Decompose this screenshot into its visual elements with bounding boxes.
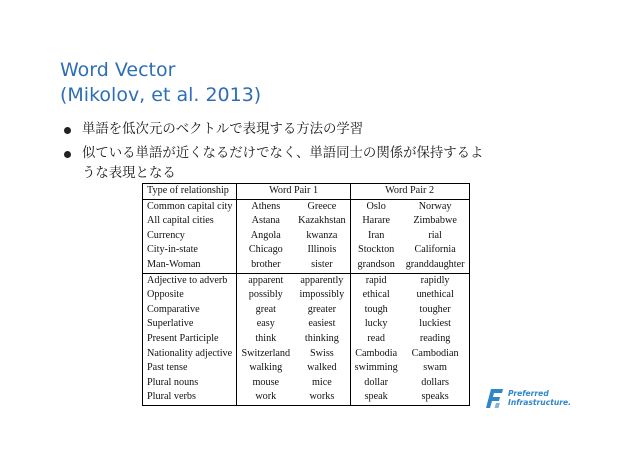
table-row (143, 243, 470, 258)
cell-pair2-word-b: rapidly (402, 273, 469, 288)
title-line-2: (Mikolov, et al. 2013) (60, 84, 262, 106)
title-line-1: Word Vector (60, 59, 176, 81)
table-header-row (143, 184, 470, 200)
cell-pair1-word-b: mice (294, 376, 350, 391)
cell-pair1-word-a: Astana (251, 215, 280, 227)
cell-pair1-word-a: possibly (248, 289, 283, 301)
header-word-pair-2: Word Pair 2 (350, 184, 469, 200)
cell-pair2-word-a: speak (350, 390, 402, 405)
cell-pair2-word-a: Iran (367, 229, 385, 241)
cell-relationship: Man-Woman (143, 258, 237, 273)
cell-relationship: Currency (143, 229, 237, 244)
bullet-list (62, 120, 582, 188)
cell-pair2-word-b: luckiest (402, 317, 469, 332)
cell-pair2-word-a: lucky (364, 318, 388, 330)
table-row (143, 199, 470, 214)
cell-pair2-word-b: dollars (402, 376, 469, 391)
cell-pair1-word-b: works (294, 390, 350, 405)
logo-line-1: Preferred (508, 389, 549, 398)
cell-pair2-word-b: California (402, 243, 469, 258)
company-logo (484, 386, 571, 410)
cell-pair1-word-a: Angola (250, 229, 281, 241)
cell-relationship: Comparative (143, 303, 237, 318)
cell-pair1-word-b: Kazakhstan (294, 214, 350, 229)
cell-pair2-word-a: Cambodia (355, 347, 398, 359)
bullet-item (62, 120, 582, 140)
cell-pair1-word-a: walking (249, 362, 283, 374)
slide-title (60, 58, 261, 108)
cell-pair1-word-b: Greece (294, 199, 350, 214)
cell-pair2-word-a: read (367, 332, 385, 344)
bullet-text: 似ている単語が近くなるだけでなく、単語同士の関係が保持するよ (82, 146, 484, 161)
table-row (143, 361, 470, 376)
relationship-table (142, 183, 470, 406)
bullet-text: 単語を低次元のベクトルで表現する方法の学習 (82, 122, 364, 137)
cell-pair2-word-a: Harare (362, 215, 391, 227)
cell-pair1-word-b: greater (294, 303, 350, 318)
header-word-pair-1: Word Pair 1 (237, 184, 350, 200)
cell-pair2-word-b: rial (402, 229, 469, 244)
cell-pair2-word-a: grandson (357, 258, 395, 270)
table-row (143, 347, 470, 362)
cell-relationship: All capital cities (143, 214, 237, 229)
cell-relationship: Nationality adjective (143, 347, 237, 362)
cell-relationship: Plural verbs (143, 390, 237, 405)
cell-pair1-word-a: mouse (252, 376, 280, 388)
cell-relationship: Common capital city (143, 199, 237, 214)
cell-relationship: Opposite (143, 288, 237, 303)
table-row (143, 332, 470, 347)
pfi-logo-icon (484, 386, 506, 410)
cell-pair2-word-b: Norway (402, 199, 469, 214)
table-row (143, 273, 470, 288)
cell-relationship: Present Participle (143, 332, 237, 347)
table-row (143, 214, 470, 229)
cell-relationship: City-in-state (143, 243, 237, 258)
bullet-dot-icon (64, 151, 71, 158)
cell-pair1-word-b: sister (294, 258, 350, 273)
cell-relationship: Superlative (143, 317, 237, 332)
table-row (143, 288, 470, 303)
cell-pair1-word-b: kwanza (294, 229, 350, 244)
cell-pair2-word-a: Stockton (358, 244, 395, 256)
cell-relationship: Past tense (143, 361, 237, 376)
cell-pair2-word-b: swam (402, 361, 469, 376)
cell-pair1-word-b: walked (294, 361, 350, 376)
bullet-dot-icon (64, 127, 71, 134)
cell-pair2-word-b: unethical (402, 288, 469, 303)
cell-pair1-word-a: Switzerland (241, 347, 291, 359)
table-row (143, 390, 470, 405)
header-type: Type of relationship (143, 184, 237, 200)
cell-pair1-word-a: brother (251, 258, 281, 270)
table-body (143, 199, 470, 405)
cell-pair1-word-a: great (255, 303, 276, 315)
cell-pair2-word-a: Oslo (366, 200, 386, 212)
cell-pair1-word-b: Illinois (294, 243, 350, 258)
cell-pair2-word-b: Cambodian (402, 347, 469, 362)
table-row (143, 229, 470, 244)
cell-pair1-word-b: thinking (294, 332, 350, 347)
table-row (143, 376, 470, 391)
cell-relationship: Adjective to adverb (143, 273, 237, 288)
cell-pair2-word-b: tougher (402, 303, 469, 318)
cell-pair1-word-b: apparently (294, 273, 350, 288)
cell-pair1-word-a: work (237, 390, 294, 405)
cell-pair2-word-b: speaks (402, 390, 469, 405)
cell-relationship: Plural nouns (143, 376, 237, 391)
cell-pair1-word-a: think (255, 332, 277, 344)
cell-pair1-word-a: apparent (237, 273, 294, 288)
cell-pair1-word-a: Athens (251, 200, 281, 212)
cell-pair2-word-b: reading (402, 332, 469, 347)
bullet-item (62, 144, 582, 184)
cell-pair2-word-a: rapid (350, 273, 402, 288)
cell-pair1-word-a: easy (256, 318, 275, 330)
table-row (143, 317, 470, 332)
cell-pair2-word-a: dollar (364, 376, 389, 388)
logo-wordmark (508, 389, 571, 407)
cell-pair1-word-a: Chicago (248, 244, 283, 256)
cell-pair2-word-a: ethical (362, 289, 390, 301)
cell-pair2-word-a: tough (364, 303, 388, 315)
table-row (143, 303, 470, 318)
cell-pair1-word-b: impossibly (294, 288, 350, 303)
logo-line-2: Infrastructure. (508, 398, 572, 407)
cell-pair2-word-b: Zimbabwe (402, 214, 469, 229)
bullet-text-continued: うな表現となる (82, 166, 176, 181)
cell-pair1-word-b: Swiss (294, 347, 350, 362)
cell-pair2-word-b: granddaughter (402, 258, 469, 273)
table-row (143, 258, 470, 273)
cell-pair1-word-b: easiest (294, 317, 350, 332)
cell-pair2-word-a: swimming (354, 362, 398, 374)
